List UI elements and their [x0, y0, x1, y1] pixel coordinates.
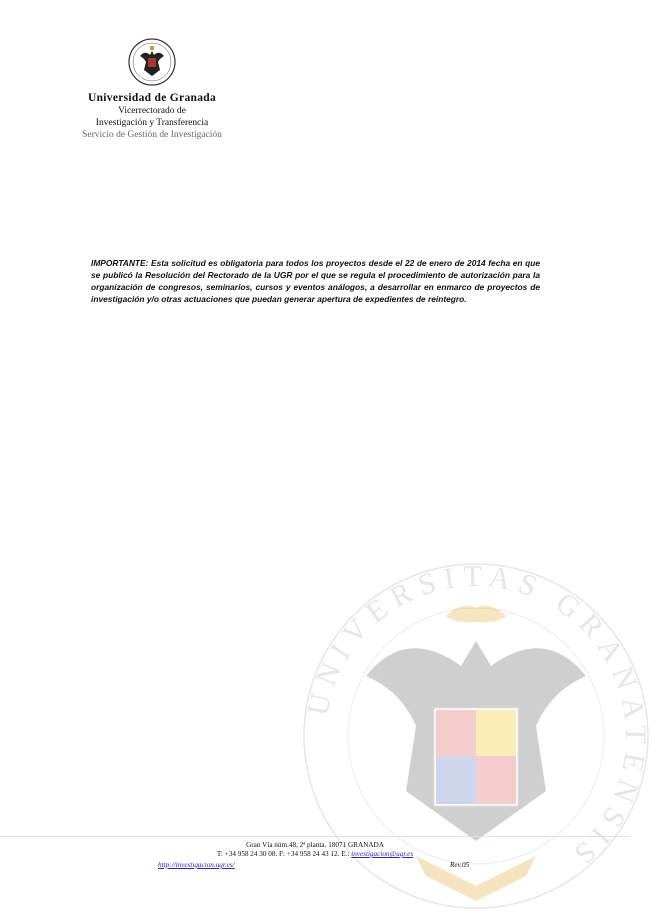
notice-body: Esta solicitud es obligatoria para todos los proyectos desde el 22 de enero de 2014 fecha en que se publicó la Resolución del Rectorado de la UGR por el que se regula el procedimiento de autorización para la organización de congresos, seminarios, cursos y eventos análogos, a desarrollar en enmarco de proyectos de investigación y/o otras actuaciones que puedan generar apertura de expedientes de reintegro.	[91, 258, 540, 304]
ugr-crest-icon	[127, 36, 177, 88]
footer-contact	[0, 850, 630, 859]
footer-divider	[0, 836, 630, 837]
revision-label: Rev.05	[450, 861, 470, 869]
notice-lead: IMPORTANTE:	[91, 258, 149, 268]
seal-text: UNIVERSITAS GRANATENSIS	[301, 559, 653, 876]
letterhead	[60, 36, 244, 141]
footer	[0, 841, 630, 869]
footer-phone: T: +34 958 24 30 08. F: +34 958 24 43 12. E.:	[216, 850, 352, 858]
email-link[interactable]: investigacion@ugr.es	[351, 850, 414, 858]
ugr-seal-watermark	[296, 556, 656, 916]
vicerrectorado-line-1: Vicerrectorado de	[118, 106, 186, 116]
important-notice	[91, 257, 540, 305]
vicerrectorado-line-2: Investigación y Transferencia	[95, 118, 209, 128]
footer-address: Gran Vía núm.48, 2ª planta. 18071 GRANADA	[246, 841, 384, 849]
university-name: Universidad de Granada	[87, 92, 216, 104]
service-name: Servicio de Gestión de Investigación	[82, 130, 222, 140]
website-link[interactable]: http://investigacion.ugr.es/	[158, 861, 235, 869]
